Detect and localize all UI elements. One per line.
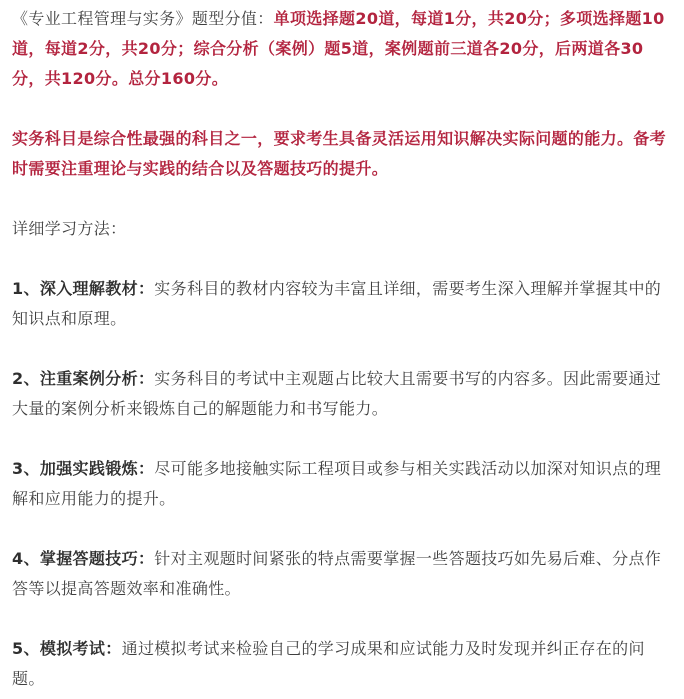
method-number: 5、	[12, 639, 40, 658]
method-item-5	[12, 634, 672, 694]
method-number: 1、	[12, 279, 40, 298]
spacer	[12, 334, 672, 364]
method-text: 尽可能多地接触实际工程项目或参与相关实践活动以加深对知识点的理解和应用能力的提升。	[12, 459, 662, 508]
methods-title: 详细学习方法：	[12, 219, 127, 238]
method-title: 注重案例分析：	[39, 369, 155, 388]
method-text: 实务科目的教材内容较为丰富且详细，需要考生深入理解并掌握其中的知识点和原理。	[12, 279, 662, 328]
intro-prefix: 《专业工程管理与实务》题型分值：	[12, 9, 274, 28]
spacer	[12, 184, 672, 214]
method-number: 4、	[12, 549, 40, 568]
spacer	[12, 604, 672, 634]
spacer	[12, 424, 672, 454]
method-number: 3、	[12, 459, 40, 478]
method-text: 实务科目的考试中主观题占比较大且需要书写的内容多。因此需要通过大量的案例分析来锻炼自己的解题能力和书写能力。	[12, 369, 662, 418]
spacer	[12, 244, 672, 274]
method-title: 模拟考试：	[39, 639, 122, 658]
intro-score-text: 单项选择题20道，每道1分，共20分；多项选择题10道，每道2分，共20分；综合分析（案例）题5道，案例题前三道各20分，后两道各30分，共120分。总分160分。	[12, 9, 665, 88]
spacer	[12, 514, 672, 544]
method-text: 针对主观题时间紧张的特点需要掌握一些答题技巧如先易后难、分点作答等以提高答题效率和准确性。	[12, 549, 662, 598]
method-item-3	[12, 454, 672, 514]
method-title: 加强实践锻炼：	[39, 459, 155, 478]
method-item-1	[12, 274, 672, 334]
method-text: 通过模拟考试来检验自己的学习成果和应试能力及时发现并纠正存在的问题。	[12, 639, 645, 688]
exam-score-paragraph	[12, 4, 672, 94]
method-item-2	[12, 364, 672, 424]
summary-paragraph: 实务科目是综合性最强的科目之一，要求考生具备灵活运用知识解决实际问题的能力。备考时需要注重理论与实践的结合以及答题技巧的提升。	[12, 129, 667, 178]
method-number: 2、	[12, 369, 40, 388]
method-title: 深入理解教材：	[39, 279, 155, 298]
method-item-4	[12, 544, 672, 604]
method-title: 掌握答题技巧：	[39, 549, 155, 568]
spacer	[12, 94, 672, 124]
